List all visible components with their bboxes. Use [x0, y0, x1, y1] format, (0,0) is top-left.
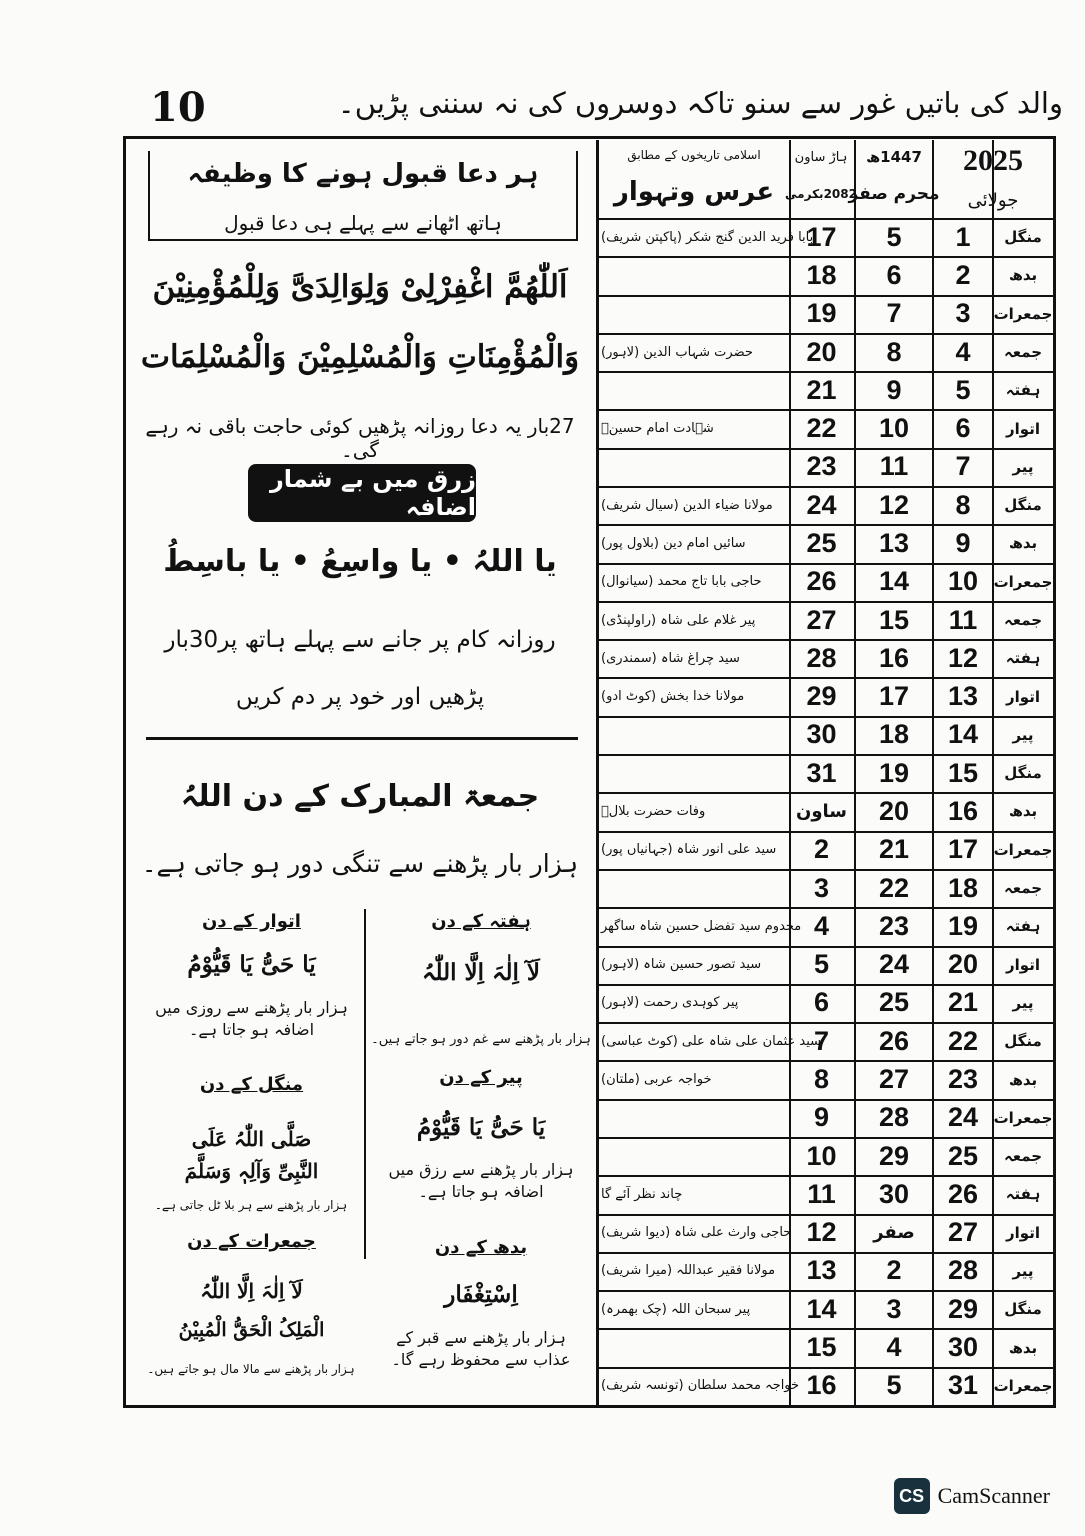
calendar-date-cell: 21 [947, 987, 979, 1018]
jumma-line-2: ہزار بار پڑھنے سے تنگی دور ہو جاتی ہے۔ [141, 849, 579, 878]
calendar-desi-cell: 15 [806, 1332, 837, 1363]
calendar-date-cell: 31 [947, 1370, 979, 1401]
calendar-hijri-cell: 23 [878, 910, 910, 941]
calendar-desi-cell: 8 [813, 1064, 830, 1095]
calendar-date-cell: 1 [955, 221, 971, 252]
tuesday-text: ہزار بار پڑھنے سے ہر بلا ٹل جاتی ہے۔ [154, 1198, 348, 1212]
calendar-event-cell: چاند نظر آئے گا [601, 1186, 683, 1202]
calendar-event-cell: سائیں امام دین (بلاول پور) [601, 535, 746, 551]
calendar-hijri-cell: 29 [878, 1140, 910, 1171]
calendar-date-cell: 12 [947, 642, 979, 673]
calendar-event-cell [601, 716, 793, 754]
calendar-hijri-cell: 4 [886, 1332, 902, 1363]
calendar-day-cell: پیر [1012, 457, 1034, 476]
calendar-date-cell: 11 [948, 604, 978, 635]
calendar-desi-cell: 16 [806, 1370, 837, 1401]
calendar-event-cell [601, 1328, 793, 1366]
calendar-desi-cell: 24 [806, 489, 837, 520]
calendar-date-cell: 24 [947, 1102, 979, 1133]
calendar-desi-cell: 9 [813, 1102, 830, 1133]
calendar-hijri-cell: 30 [878, 1178, 910, 1209]
wazifa-instruction: 27بار یہ دعا روزانہ پڑھیں کوئی حاجت باقی نہ رہے گی۔ [145, 414, 575, 462]
calendar-event-cell: مولانا فقیر عبداللہ (میرا شریف) [601, 1263, 776, 1279]
calendar-desi-cell: ساون [795, 800, 847, 821]
calendar-event-cell: مخدوم سید تفضل حسین شاہ ساگھر [601, 918, 802, 934]
calendar-desi-cell: 11 [807, 1178, 836, 1209]
calendar-date-cell: 15 [947, 757, 979, 788]
calendar-desi-cell: 12 [806, 1217, 837, 1248]
calendar-day-cell: جمعرات [993, 572, 1053, 591]
calendar-event-cell: پیر سبحان اللہ (چک بھمرہ) [601, 1301, 751, 1317]
calendar-day-cell: منگل [1004, 764, 1042, 783]
calendar-desi-cell: 4 [813, 910, 830, 941]
camscanner-logo-icon: CS [894, 1478, 930, 1514]
calendar-day-cell: ہفتہ [1005, 649, 1041, 668]
calendar-event-cell [601, 1137, 793, 1175]
calendar-desi-cell: 13 [806, 1255, 837, 1286]
calendar-date-cell: 9 [955, 527, 971, 558]
calendar-hijri-cell: 8 [886, 336, 902, 367]
dua-line-2: وَالْمُؤْمِنَاتِ وَالْمُسْلِمِیْنَ وَالْمُسْلِمَات [140, 339, 580, 375]
monday-heading: پیر کے دن [439, 1067, 523, 1088]
calendar-desi-cell: 31 [806, 757, 837, 788]
calendar-day-cell: پیر [1012, 1261, 1034, 1280]
calendar-day-cell: ہفتہ [1005, 1185, 1041, 1204]
calendar-hijri-cell: 26 [878, 1025, 910, 1056]
calendar-hijri-cell: 21 [878, 834, 910, 865]
calendar-event-cell: خواجہ عربی (ملتان) [601, 1072, 712, 1088]
calendar-desi-cell: 29 [806, 681, 837, 712]
camscanner-label: CamScanner [937, 1483, 1050, 1508]
calendar-day-cell: منگل [1004, 1300, 1042, 1319]
calendar-event-cell [601, 869, 793, 907]
calendar-day-cell: جمعرات [993, 1376, 1053, 1395]
calendar-event-cell: پیر غلام علی شاہ (راولپنڈی) [601, 612, 756, 628]
calendar-day-cell: پیر [1012, 725, 1034, 744]
calendar-date-cell: 14 [947, 719, 979, 750]
calendar-event-cell [601, 295, 793, 333]
calendar-day-cell: بدھ [1008, 1070, 1038, 1089]
tuesday-arabic-1: صَلَّی اللّٰہُ عَلَی [191, 1127, 312, 1151]
calendar-table [596, 140, 1055, 1405]
calendar-hijri-cell: 9 [886, 374, 902, 405]
calendar-event-cell [601, 448, 793, 486]
thursday-arabic-2: الْمَلِکُ الْحَقُّ الْمُبِیْنُ [178, 1319, 325, 1341]
calendar-hijri-cell: 27 [878, 1064, 910, 1095]
calendar-date-cell: 22 [947, 1025, 979, 1056]
calendar-date-cell: 7 [955, 451, 971, 482]
header-quote: والد کی باتیں غور سے سنو تاکہ دوسروں کی نہ سننی پڑیں۔ [337, 86, 1063, 120]
calendar-day-cell: اتوار [1006, 419, 1040, 438]
thursday-text: ہزار بار پڑھنے سے مالا مال ہو جاتے ہیں۔ [147, 1362, 355, 1376]
calendar-desi-cell: 23 [806, 451, 837, 482]
saturday-arabic: لَآ اِلٰہَ اِلَّا اللّٰہُ [421, 959, 540, 986]
calendar-hijri-cell: 19 [878, 757, 910, 788]
left-panel [126, 139, 594, 1405]
calendar-day-cell: جمعرات [993, 304, 1053, 323]
calendar-desi-cell: 2 [813, 834, 830, 865]
calendar-day-cell: ہفتہ [1005, 381, 1041, 400]
calendar-hijri-cell: 14 [878, 566, 910, 597]
wednesday-heading: بدھ کے دن [434, 1237, 528, 1258]
calendar-day-cell: منگل [1004, 228, 1042, 247]
calendar-event-cell: وفات حضرت بلالؓ [601, 803, 706, 819]
calendar-desi-cell: 22 [806, 413, 837, 444]
calendar-desi-cell: 14 [806, 1293, 837, 1324]
calendar-event-cell: مولانا ضیاء الدین (سیال شریف) [601, 497, 773, 513]
wednesday-arabic: اِسْتِغْفَار [444, 1281, 518, 1308]
calendar-event-cell [601, 754, 793, 792]
calendar-date-cell: 13 [947, 681, 979, 712]
calendar-day-cell: جمعہ [1003, 343, 1043, 361]
monday-arabic: یَا حَیُّ یَا قَیُّوْمُ [416, 1114, 546, 1141]
monday-text: ہزار بار پڑھنے سے رزق میں اضافہ ہو جاتا ہے۔ [388, 1160, 574, 1201]
calendar-date-cell: 4 [955, 336, 971, 367]
calendar-hijri-cell: 18 [878, 719, 910, 750]
events-header-small: اسلامی تاریخوں کے مطابق [627, 148, 761, 162]
sunday-arabic: یَا حَیُّ یَا قَیُّوْمُ [187, 951, 316, 978]
calendar-event-cell: بابا فرید الدین گنج شکر (پاکپتن شریف) [601, 229, 814, 245]
calendar-day-cell: اتوار [1006, 955, 1040, 974]
calendar-date-cell: 23 [947, 1064, 979, 1095]
calendar-day-cell: پیر [1012, 993, 1034, 1012]
calendar-day-cell: بدھ [1008, 1338, 1038, 1357]
rizq-badge: زرق میں بے شمار اضافہ [248, 464, 476, 522]
calendar-desi-cell: 6 [813, 987, 830, 1018]
sunday-heading: اتوار کے دن [202, 911, 301, 932]
calendar-date-cell: 26 [947, 1178, 979, 1209]
calendar-date-cell: 16 [947, 795, 979, 826]
calendar-date-cell: 18 [947, 872, 979, 903]
calendar-event-cell: حاجی وارث علی شاہ (دیوا شریف) [601, 1225, 792, 1241]
calendar-day-cell: جمعرات [993, 840, 1053, 859]
calendar-event-cell [601, 371, 793, 409]
calendar-hijri-cell: 10 [878, 413, 910, 444]
calendar-hijri-cell: 15 [878, 604, 910, 635]
calendar-event-cell: پیر کوہدی رحمت (لاہور) [601, 995, 739, 1011]
section-divider [146, 737, 578, 740]
calendar-hijri-cell: 7 [886, 298, 902, 329]
calendar-event-cell: شہادت امام حسینؓ [601, 421, 714, 437]
calendar-event-cell: سید تصور حسین شاہ (لاہور) [601, 957, 762, 973]
calendar-day-cell: بدھ [1008, 802, 1038, 821]
calendar-date-cell: 8 [955, 489, 971, 520]
calendar-date-cell: 17 [947, 834, 979, 865]
calendar-date-cell: 30 [947, 1332, 979, 1363]
calendar-event-cell: سید عثمان علی شاہ علی (کوٹ عباسی) [601, 1033, 822, 1049]
dua-line-1: اَللّٰھُمَّ اغْفِرْلِیْ وَلِوَالِدَیَّ وَلِلْمُؤْمِنِیْنَ [152, 269, 568, 305]
calendar-hijri-cell: 25 [878, 987, 910, 1018]
hijri-year: 1447ھ [866, 148, 922, 166]
calendar-desi-cell: 21 [806, 374, 837, 405]
tuesday-heading: منگل کے دن [199, 1074, 304, 1095]
calendar-event-cell: مولانا خدا بخش (کوٹ ادو) [601, 689, 745, 705]
calendar-day-cell: جمعہ [1003, 879, 1043, 898]
calendar-event-cell: سید علی انور شاہ (جہانیاں پور) [601, 842, 777, 858]
calendar-hijri-cell: 12 [878, 489, 910, 520]
calendar-date-cell: 20 [947, 949, 979, 980]
rizq-instruction-2: پڑھیں اور خود پر دم کریں [235, 684, 485, 710]
calendar-desi-cell: 20 [806, 336, 837, 367]
calendar-row-line [599, 1405, 1055, 1407]
calendar-day-cell: ہفتہ [1005, 917, 1041, 936]
saturday-heading: ہفتہ کے دن [431, 911, 531, 932]
calendar-day-cell: بدھ [1008, 534, 1038, 553]
wazifa-title-box [148, 151, 578, 241]
wednesday-text: ہزار بار پڑھنے سے قبر کے عذاب سے محفوظ رہے گا۔ [391, 1328, 571, 1369]
calendar-day-cell: اتوار [1006, 1223, 1040, 1242]
desi-year: 2082بکرمی [785, 187, 857, 201]
calendar-month: جولائی [967, 189, 1019, 211]
calendar-date-cell: 28 [947, 1255, 979, 1286]
calendar-desi-cell: 3 [813, 872, 830, 903]
calendar-date-cell: 29 [947, 1293, 979, 1324]
calendar-desi-cell: 26 [806, 566, 837, 597]
calendar-hijri-cell: 6 [886, 259, 902, 290]
wazifa-subtitle: ہاتھ اٹھانے سے پہلے ہی دعا قبول [224, 211, 502, 235]
calendar-hijri-cell: صفر [873, 1222, 915, 1243]
calendar-event-cell [601, 1099, 793, 1137]
calendar-hijri-cell: 3 [886, 1293, 902, 1324]
calendar-desi-cell: 30 [806, 719, 837, 750]
thursday-arabic-1: لَآ اِلٰہَ اِلَّا اللّٰہُ [200, 1279, 303, 1303]
calendar-day-cell: منگل [1004, 1032, 1042, 1051]
calendar-desi-cell: 19 [806, 298, 837, 329]
calendar-hijri-cell: 28 [878, 1102, 910, 1133]
calendar-desi-cell: 18 [806, 259, 837, 290]
calendar-desi-cell: 7 [813, 1025, 830, 1056]
wazifa-title: ہر دعا قبول ہونے کا وظیفہ [187, 159, 539, 189]
calendar-desi-cell: 28 [806, 642, 837, 673]
calendar-hijri-cell: 13 [878, 527, 910, 558]
calendar-desi-cell: 27 [806, 604, 837, 635]
calendar-day-cell: منگل [1004, 496, 1042, 515]
calendar-day-cell: جمعہ [1003, 1147, 1043, 1166]
calendar-date-cell: 27 [947, 1217, 979, 1248]
camscanner-watermark [894, 1478, 1050, 1514]
page-number: 10 [150, 84, 206, 131]
tuesday-arabic-2: النَّبِیِّ وَآلِہٖ وَسَلَّمَ [184, 1159, 319, 1183]
calendar-date-cell: 19 [947, 910, 979, 941]
rizq-instruction-1: روزانہ کام پر جانے سے پہلے ہاتھ پر30بار [164, 627, 556, 653]
rizq-names: یا اللہُ • یا واسِعُ • یا باسِطُ [163, 544, 557, 579]
calendar-hijri-cell: 17 [878, 681, 910, 712]
calendar-day-cell: اتوار [1006, 687, 1040, 706]
calendar-year: 2025 [963, 144, 1023, 177]
calendar-hijri-cell: 5 [886, 1370, 902, 1401]
calendar-date-cell: 2 [955, 259, 971, 290]
calendar-date-cell: 25 [947, 1140, 979, 1171]
calendar-day-cell: جمعہ [1003, 611, 1043, 630]
calendar-date-cell: 3 [955, 298, 971, 329]
calendar-date-cell: 5 [955, 374, 971, 405]
calendar-hijri-cell: 2 [886, 1255, 902, 1286]
events-header: عرس وتہوار [613, 177, 775, 207]
calendar-hijri-cell: 5 [886, 221, 902, 252]
calendar-hijri-cell: 24 [878, 949, 910, 980]
calendar-event-cell: سید چراغ شاہ (سمندری) [601, 650, 740, 666]
desi-label: ہاڑ ساون [794, 149, 848, 165]
thursday-heading: جمعرات کے دن [187, 1231, 316, 1252]
calendar-desi-cell: 10 [806, 1140, 837, 1171]
calendar-day-cell: جمعرات [993, 1108, 1053, 1127]
calendar-event-cell: حاجی بابا تاج محمد (سیانوال) [601, 574, 762, 590]
calendar-day-cell: بدھ [1008, 266, 1038, 285]
calendar-desi-cell: 25 [806, 527, 837, 558]
calendar-event-cell [601, 256, 793, 294]
calendar-date-cell: 6 [955, 413, 971, 444]
calendar-hijri-cell: 11 [879, 451, 909, 482]
sunday-text: ہزار بار پڑھنے سے روزی میں اضافہ ہو جاتا ہے۔ [155, 998, 348, 1039]
saturday-text: ہزار بار پڑھنے سے غم دور ہو جاتے ہیں۔ [371, 1032, 591, 1047]
calendar-event-cell: حضرت شہاب الدین (لاہور) [601, 344, 753, 360]
jumma-line-1: جمعۃ المبارک کے دن اللہُ [180, 779, 540, 814]
calendar-event-cell: خواجہ محمد سلطان (تونسہ شریف) [601, 1378, 800, 1394]
hijri-months: محرم صفر [848, 184, 940, 204]
calendar-desi-cell: 5 [813, 949, 830, 980]
calendar-hijri-cell: 22 [878, 872, 910, 903]
calendar-desi-cell: 17 [806, 221, 837, 252]
calendar-hijri-cell: 20 [878, 795, 910, 826]
column-divider [364, 909, 366, 1259]
calendar-hijri-cell: 16 [878, 642, 910, 673]
calendar-date-cell: 10 [947, 566, 979, 597]
